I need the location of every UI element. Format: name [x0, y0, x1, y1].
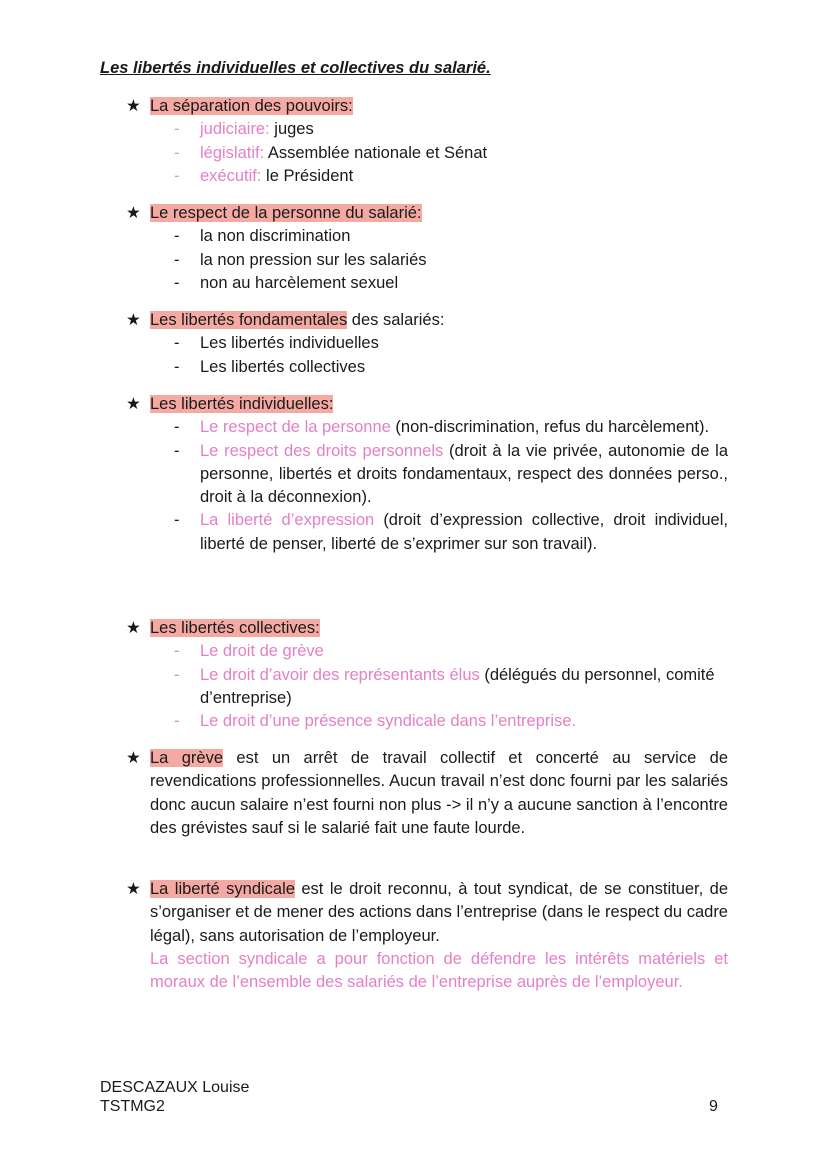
item-text: (non-discrimination, refus du harcèlement). [390, 418, 710, 437]
star-bullet-icon: ★ [126, 395, 141, 413]
item-term: législatif: [200, 143, 265, 162]
dash-bullet: - [174, 712, 180, 731]
list-item [126, 249, 728, 272]
star-bullet-icon: ★ [126, 619, 141, 637]
section-heading: Le respect de la personne du salarié: [150, 204, 422, 222]
section-heading-rest: des salariés: [347, 311, 445, 329]
dash-bullet: - [174, 357, 180, 376]
section-heading: La liberté syndicale [150, 880, 295, 898]
item-term: La liberté d’expression [200, 511, 375, 530]
list-item [126, 142, 728, 165]
list-item [126, 272, 728, 295]
item-text: (droit à la vie privée, autonomie de la personne, libertés et droits fondamentaux, respect des données perso., droit à la déconnexion). [200, 441, 728, 507]
item-text: Les libertés collectives [200, 357, 366, 376]
dash-bullet: - [174, 227, 180, 246]
section-heading: La grève [150, 749, 224, 767]
list-item [126, 118, 728, 141]
star-bullet-icon: ★ [126, 97, 141, 115]
list-item [126, 416, 728, 439]
paragraph-text: est le droit reconnu, à tout syndicat, de se constituer, de s’organiser et de mener des actions dans l’entreprise (dans le respect du cadre légal), sans autorisation de l’employeur. [150, 880, 729, 945]
item-term: Le respect de la personne [200, 418, 391, 437]
dash-bullet: - [174, 441, 180, 460]
dash-bullet: - [174, 642, 180, 661]
dash-bullet: - [174, 418, 180, 437]
section-heading: Les libertés collectives: [150, 619, 320, 637]
section-greve [126, 747, 728, 840]
list-item [126, 710, 728, 733]
paragraph-text: est un arrêt de travail collectif et concerté au service de revendications professionnelles. Aucun travail n’est donc fourni par les salariés donc aucun salaire n’est fourni non plus -> il n’y a aucune sanction à l’encontre des grévistes sauf si le salarié fait une faute lourde. [150, 749, 728, 837]
item-term: Le droit de grève [200, 642, 324, 661]
class-name: TSTMG2 [100, 1098, 165, 1115]
page-footer [100, 1078, 249, 1116]
list-item [126, 225, 728, 248]
list-item [126, 356, 728, 379]
item-text: la non discrimination [200, 227, 351, 246]
author-name: DESCAZAUX Louise [100, 1079, 250, 1096]
list-item [126, 165, 728, 188]
star-bullet-icon: ★ [126, 204, 141, 222]
bullet-list [126, 225, 728, 295]
section-heading: La séparation des pouvoirs: [150, 97, 353, 115]
list-item [126, 509, 728, 556]
star-bullet-icon: ★ [126, 311, 141, 329]
dash-bullet: - [174, 273, 180, 292]
item-term: Le droit d’avoir des représentants élus [200, 665, 480, 684]
item-text: (délégués du personnel, comité d’entreprise) [200, 665, 715, 707]
section-separation-pouvoirs [126, 95, 728, 188]
dash-bullet: - [174, 250, 180, 269]
section-respect-personne [126, 202, 728, 295]
bullet-list [126, 640, 728, 733]
dash-bullet: - [174, 143, 180, 162]
item-text: juges [269, 120, 314, 139]
item-term: Le droit d’une présence syndicale dans l’entreprise. [200, 712, 577, 731]
star-bullet-icon: ★ [126, 749, 141, 767]
dash-bullet: - [174, 665, 180, 684]
section-heading: Les libertés fondamentales [150, 311, 348, 329]
dash-bullet: - [174, 334, 180, 353]
section-liberte-syndicale [126, 878, 728, 994]
item-text: Les libertés individuelles [200, 334, 379, 353]
item-text: Assemblée nationale et Sénat [264, 143, 488, 162]
list-item [126, 640, 728, 663]
bullet-list [126, 332, 728, 379]
item-text: (droit d’expression collective, droit individuel, liberté de penser, liberté de s’exprimer sur son travail). [200, 511, 728, 553]
star-bullet-icon: ★ [126, 880, 141, 898]
section-heading: Les libertés individuelles: [150, 395, 334, 413]
bullet-list [126, 118, 728, 188]
item-term: judiciaire: [200, 120, 270, 139]
section-libertes-individuelles [126, 393, 728, 556]
dash-bullet: - [174, 511, 180, 530]
pink-paragraph: La section syndicale a pour fonction de défendre les intérêts matériels et moraux de l’ensemble des salariés de l’entreprise auprès de l’employeur. [150, 949, 728, 992]
item-term: Le respect des droits personnels [200, 441, 444, 460]
list-item [126, 440, 728, 510]
item-text: la non pression sur les salariés [200, 250, 427, 269]
item-term: exécutif: [200, 166, 262, 185]
item-text: le Président [261, 166, 354, 185]
dash-bullet: - [174, 166, 180, 185]
page-title: Les libertés individuelles et collectives du salarié. [100, 59, 491, 77]
dash-bullet: - [174, 120, 180, 139]
page-number: 9 [709, 1098, 718, 1115]
list-item [126, 332, 728, 355]
bullet-list [126, 416, 728, 556]
section-libertes-collectives [126, 617, 728, 733]
item-text: non au harcèlement sexuel [200, 273, 399, 292]
list-item [126, 664, 728, 711]
section-libertes-fondamentales [126, 309, 728, 379]
